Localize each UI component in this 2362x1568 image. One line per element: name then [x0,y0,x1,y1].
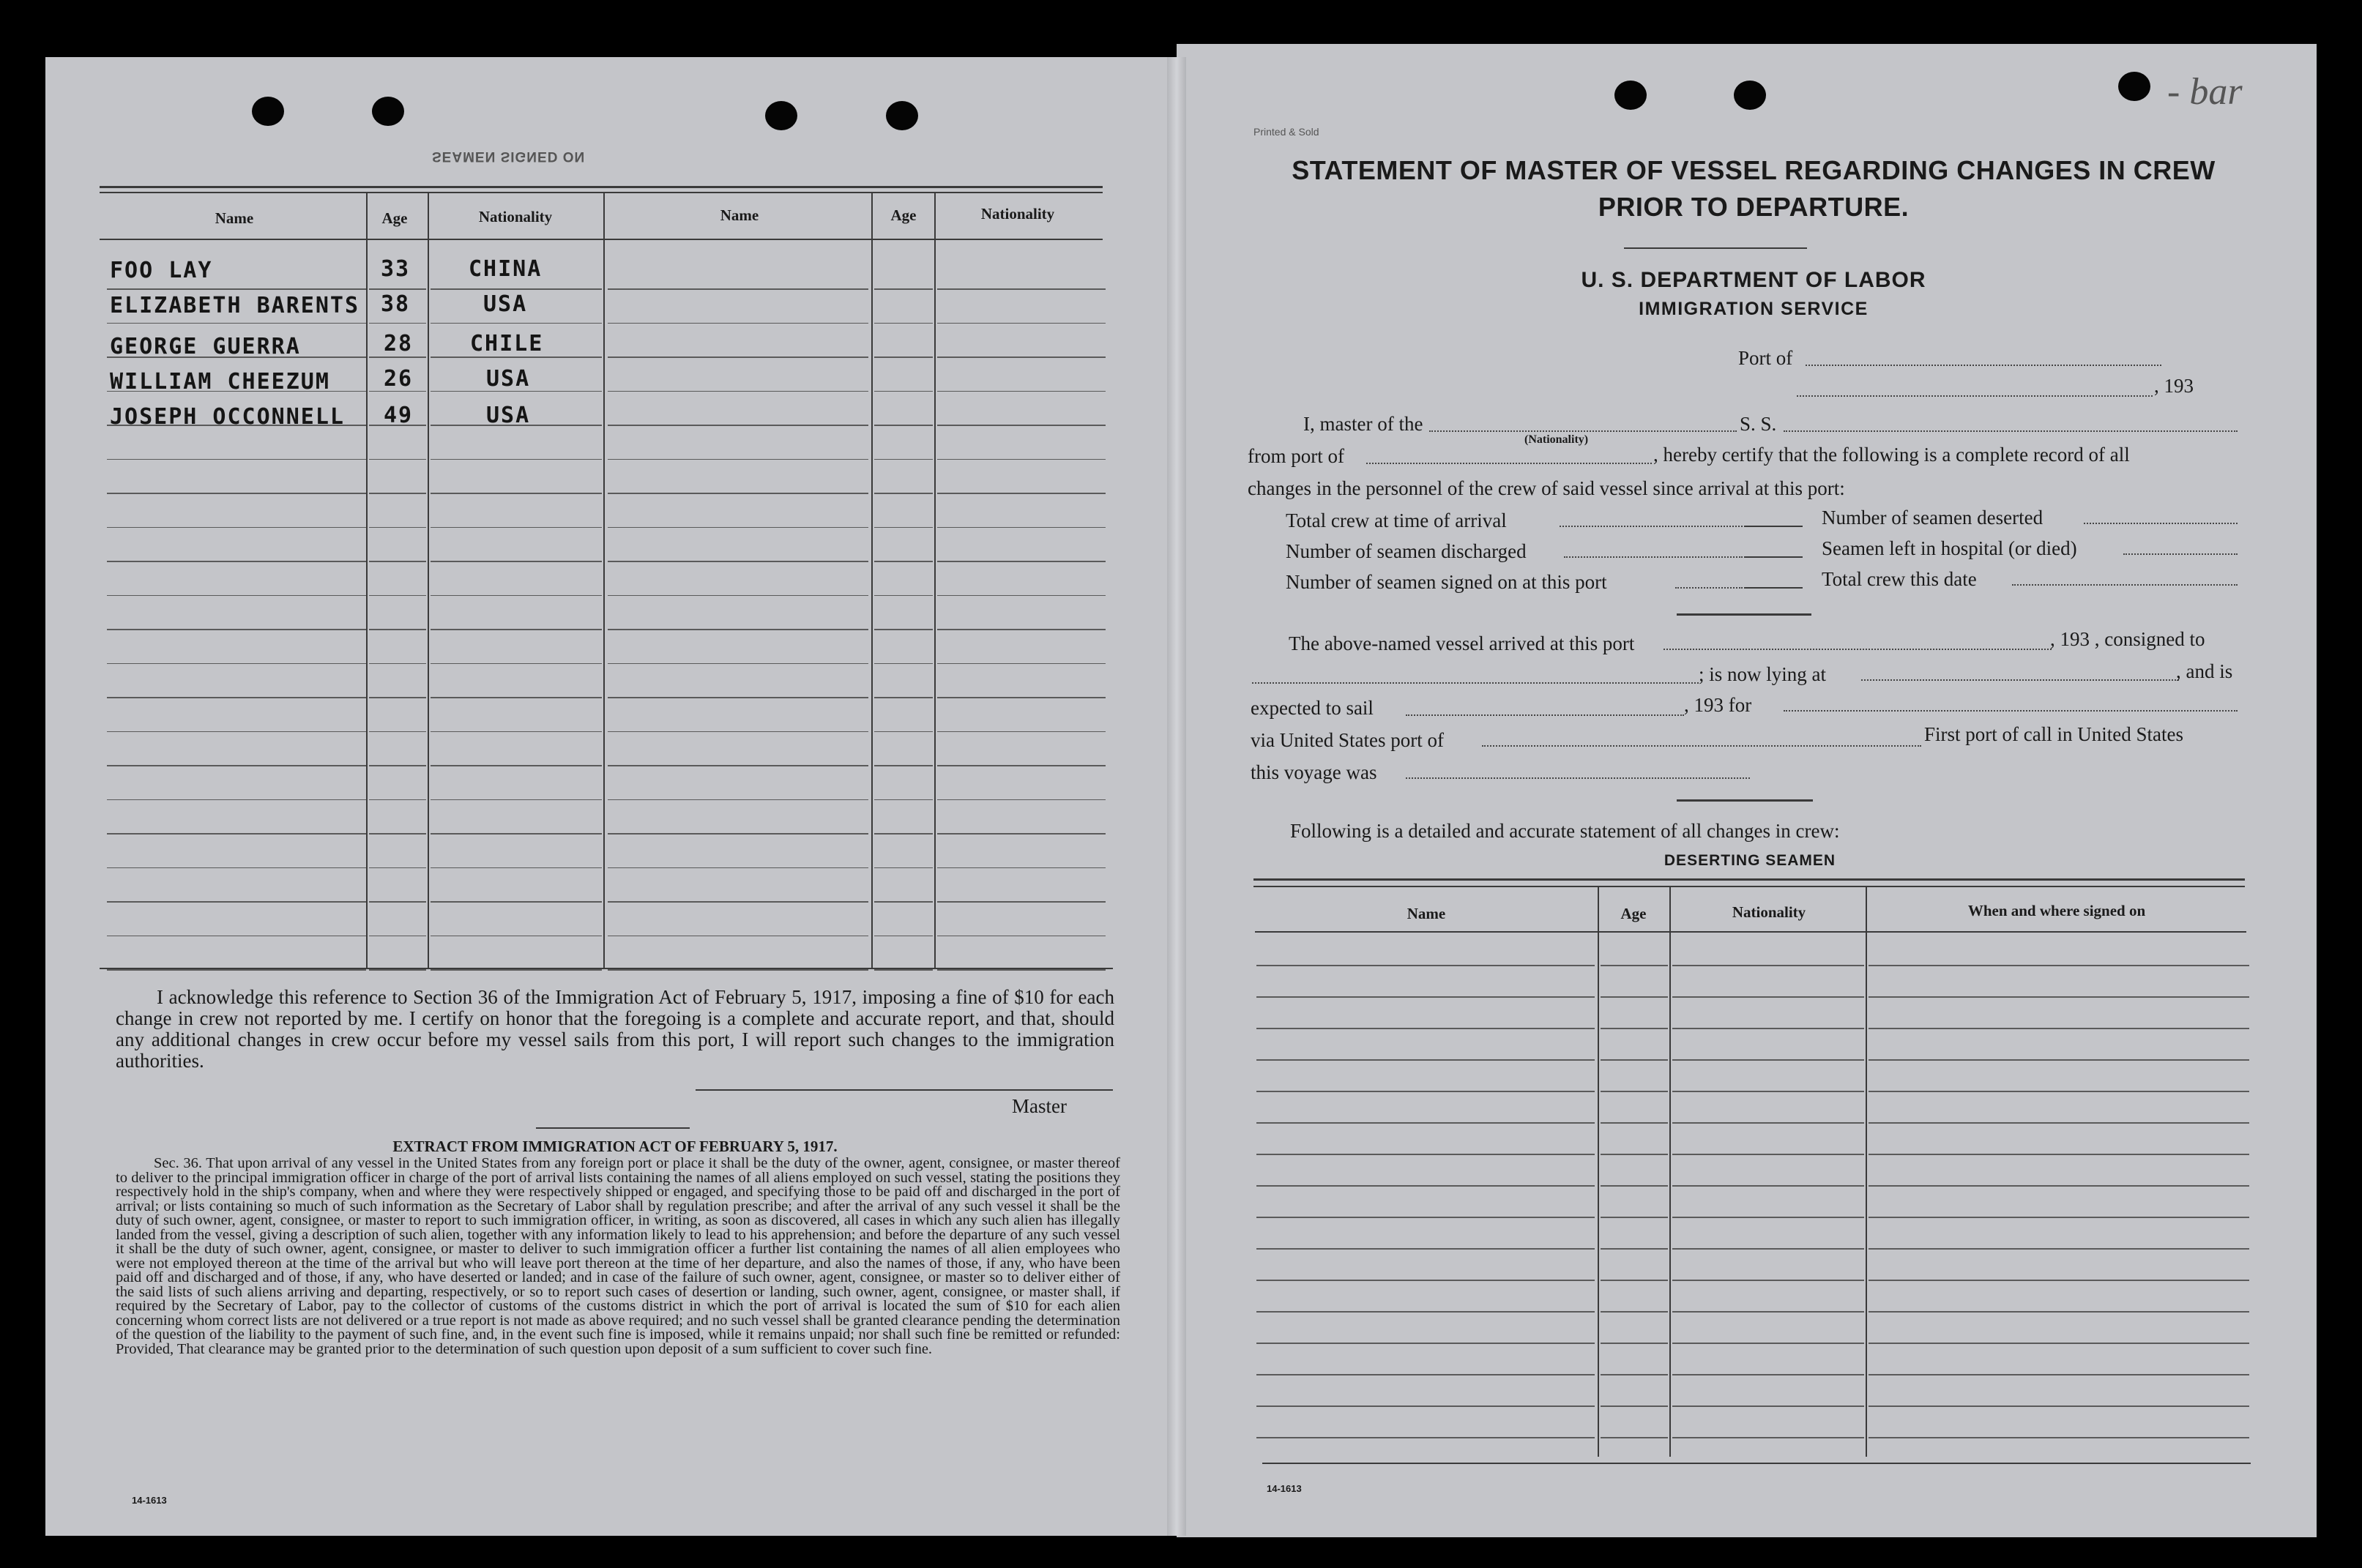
certify-text: , hereby certify that the following is a complete record of all [1653,444,2130,466]
desert-col-when-where: When and where signed on [1967,902,2146,919]
table-row-line [107,663,366,665]
table-row-line [369,288,426,290]
table-row-line [608,629,868,630]
table-row-line [1601,965,1668,966]
table-row-line [107,629,366,630]
table-row-line [1869,1437,2249,1438]
table-row-line [369,561,426,562]
consigned-label: , 193 , consigned to [2050,628,2205,650]
table-row-line [431,969,602,971]
table-row-line [431,527,602,529]
table-row-line [369,629,426,630]
table-row-line [874,799,933,801]
table-row-line [937,663,1106,665]
table-row-line [431,595,602,597]
from-port-label: from port of [1248,445,1344,467]
header-stamp: SEAMEN SIGNED ON [432,149,586,164]
desert-col-nationality: Nationality [1732,903,1806,921]
corner-note: - bar [2167,71,2243,113]
crew-nationality: USA [483,291,528,317]
table-row-line [1869,1185,2249,1187]
table-row-line [874,356,933,358]
table-row-line [937,459,1106,460]
table-row-line [1869,1374,2249,1375]
table-row-line [431,629,602,630]
table-row-line [369,867,426,869]
destination-field[interactable] [1784,710,2238,712]
table-row-line [1256,1059,1595,1061]
form-code: 14-1613 [132,1495,167,1506]
master-signature-line[interactable] [696,1089,1113,1091]
table-row-line [608,527,868,529]
table-row-line [107,936,366,937]
total-crew-label: Total crew at time of arrival [1286,509,1507,531]
total-today-field[interactable] [2012,584,2238,586]
table-row-line [431,288,602,290]
table-row-line [1869,1217,2249,1218]
table-row-line [1256,1405,1595,1407]
following-text: Following is a detailed and accurate statement of all changes in crew: [1290,820,1840,842]
table-row-line [431,663,602,665]
table-row-line [1869,1405,2249,1407]
table-row-line [937,425,1106,426]
desert-col-name: Name [1407,905,1446,922]
total-today-label: Total crew this date [1822,568,1977,590]
punch-hole [252,97,284,126]
table-row-line [937,493,1106,494]
table-row-line [107,595,366,597]
table-row-line [608,425,868,426]
date-field[interactable] [1797,395,2153,397]
total-crew-field[interactable] [1744,526,1803,527]
this-voyage-label: this voyage was [1251,761,1377,783]
table-row-line [874,697,933,698]
table-row-line [431,901,602,903]
table-row-line [1869,1122,2249,1124]
table-row-line [369,969,426,971]
table-row-line [1672,1059,1864,1061]
crew-nationality: CHILE [470,331,544,356]
table-row-line [1869,1311,2249,1313]
crew-age: 38 [381,291,411,317]
nationality-note: (Nationality) [1524,433,1589,446]
table-row-line [874,459,933,460]
table-row-line [608,697,868,698]
table-row-line [874,731,933,733]
crew-nationality: CHINA [469,256,543,282]
table-row-line [1672,1185,1864,1187]
table-row-line [1672,1437,1864,1438]
crew-name: FOO LAY [110,258,213,283]
punch-hole [1734,81,1766,110]
table-row-line [608,493,868,494]
table-row-line [1256,1311,1595,1313]
lying-at-field[interactable] [1861,679,2179,681]
year-label: , 193 [2154,375,2194,397]
table-row-line [608,936,868,937]
table-row-line [431,833,602,835]
table-row-line [937,901,1106,903]
table-row-line [874,901,933,903]
crew-nationality: USA [486,403,531,428]
table-row-line [937,799,1106,801]
table-row-line [1869,1280,2249,1281]
table-row-line [1601,1154,1668,1155]
table-row-line [1869,1248,2249,1250]
table-row-line [1256,1028,1595,1029]
deserting-title: DESERTING SEAMEN [1664,852,1836,869]
table-row-line [1672,1343,1864,1344]
table-row-line [369,459,426,460]
page-fold [1167,57,1186,1536]
table-row-line [369,595,426,597]
table-row-line [874,323,933,324]
deserted-label: Number of seamen deserted [1822,507,2044,529]
table-row-line [1869,1091,2249,1092]
consignee-field[interactable] [1252,682,1699,684]
extract-title: EXTRACT FROM IMMIGRATION ACT OF FEBRUARY 5, 1917. [392,1138,838,1155]
table-row-line [1601,1248,1668,1250]
hospital-label: Seamen left in hospital (or died) [1822,537,2077,559]
table-row-line [1672,1280,1864,1281]
table-row-line [107,765,366,766]
crew-name: ELIZABETH BARENTS [110,293,360,318]
crew-age: 26 [384,366,414,392]
table-row-line [874,493,933,494]
statement-title: STATEMENT OF MASTER OF VESSEL REGARDING CHANGES IN CREW [1292,155,2216,185]
table-row-line [431,731,602,733]
arrived-label: The above-named vessel arrived at this port [1289,632,1635,654]
table-row-line [1672,965,1864,966]
table-row-line [1601,1437,1668,1438]
table-row-line [874,867,933,869]
extract-text: Sec. 36. That upon arrival of any vessel in the United States from any foreign port or place it shall be the duty of the owner, agent, consignee, or master thereof to deliver to the principal immigration officer in charge of the port of arrival lists containing the names of all aliens employed on such vessel, stating the positions they respectively hold in the ship's company, when and where they were respectively shipped or engaged, and specifying those to be paid off and discharged in the port of arrival; or lists containing so much of such information as the Secretary of Labor shall by regulation prescribe; and after the arrival of any such vessel it shall be the duty of such owner, agent, consignee, or master to report to such immigration officer, in writing, as soon as discovered, all cases in which any such alien has illegally landed from the vessel, giving a description of such alien, together with any information likely to lead to his apprehension; and before the departure of any such vessel it shall be the duty of such owner, agent, consignee, or master to deliver to such immigration officer a further list containing the names of all alien employees who were not employed thereon at the time of the arrival but who will leave port thereon at the time of her departure, and also the names of those, if any, who have been paid off and discharged and of those, if any, who have deserted or landed; and in case of the failure of such owner, agent, consignee, or master so to deliver either of the said lists of such aliens arriving and departing, respectively, or so to report such cases of desertion or landing, such owner, agent, consignee, or master shall, if required by the Secretary of Labor, pay to the collector of customs of the customs district in which the port of arrival is located the sum of $10 for each alien concerning whom correct lists are not delivered or a true report is not made as above required; and no such vessel shall be granted clearance pending the determination of the question of the liability to the payment of such fine, and, in the event such fine is imposed, while it remains unpaid; nor shall such fine be remitted or refunded: Provided, That clearance may be granted prior to the determination of such question upon deposit of a sum sufficient to cover such fine. [116,1155,1120,1357]
table-row-line [107,527,366,529]
ss-label: S. S. [1740,413,1777,435]
desert-col-age: Age [1620,905,1647,922]
master-label: Master [1012,1095,1067,1117]
table-row-line [1256,1437,1595,1438]
discharged-label: Number of seamen discharged [1286,540,1527,562]
expected-label: expected to sail [1251,697,1374,719]
table-row-line [369,833,426,835]
port-of-label: Port of [1738,347,1793,369]
table-row-line [608,765,868,766]
crew-name: WILLIAM CHEEZUM [110,369,330,395]
table-row-line [1256,965,1595,966]
table-row-line [874,527,933,529]
master-of-label: I, master of the [1303,413,1423,435]
table-row-line [1601,1028,1668,1029]
table-row-line [1256,1280,1595,1281]
table-row-line [1601,1280,1668,1281]
table-row-line [608,459,868,460]
table-row-line [874,561,933,562]
table-row-line [1256,1122,1595,1124]
table-row-line [937,391,1106,392]
table-row-line [369,493,426,494]
table-row-line [1256,996,1595,998]
table-row-line [107,901,366,903]
changes-text: changes in the personnel of the crew of said vessel since arrival at this port: [1248,477,1845,499]
table-row-line [431,356,602,358]
table-row-line [369,731,426,733]
table-row-line [1256,1154,1595,1155]
table-row-line [1256,1343,1595,1344]
table-row-line [874,595,933,597]
table-row-line [608,356,868,358]
table-row-line [1601,1091,1668,1092]
table-row-line [431,493,602,494]
and-is-label: , and is [2176,660,2233,682]
table-row-line [937,731,1106,733]
table-row-line [107,731,366,733]
department: U. S. DEPARTMENT OF LABOR [1581,268,1926,292]
table-row-line [431,459,602,460]
table-row-line [937,629,1106,630]
col-nationality-2: Nationality [980,205,1055,223]
table-row-line [937,969,1106,971]
table-row-line [431,697,602,698]
table-row-line [608,561,868,562]
table-row-line [107,561,366,562]
table-row-line [608,323,868,324]
table-row-line [608,969,868,971]
table-row-line [874,629,933,630]
signed-on-field[interactable] [1744,587,1803,589]
table-row-line [608,901,868,903]
table-row-line [369,356,426,358]
table-row-line [107,969,366,971]
table-row-line [1256,1374,1595,1375]
table-row-line [1256,1185,1595,1187]
table-row-line [1601,1122,1668,1124]
table-row-line [369,697,426,698]
table-row-line [107,697,366,698]
table-row-line [1672,1311,1864,1313]
port-of-field[interactable] [1806,365,2161,366]
table-row-line [608,867,868,869]
table-row-line [937,697,1106,698]
table-row-line [369,323,426,324]
statement-title-2: PRIOR TO DEPARTURE. [1598,192,1910,222]
table-row-line [937,595,1106,597]
table-row-line [1672,1248,1864,1250]
table-row-line [874,936,933,937]
table-row-line [1601,1217,1668,1218]
table-row-line [1869,996,2249,998]
table-row-line [369,765,426,766]
table-row-line [107,493,366,494]
table-row-line [874,425,933,426]
table-row-line [1256,1248,1595,1250]
table-row-line [431,765,602,766]
table-row-line [1601,996,1668,998]
for-193-label: , 193 for [1684,694,1752,716]
table-row-line [608,799,868,801]
table-row-line [1869,1059,2249,1061]
table-row-line [1601,1311,1668,1313]
table-row-line [608,288,868,290]
col-name-2: Name [720,206,759,224]
table-row-line [431,323,602,324]
table-row-line [608,731,868,733]
table-row-line [1672,1217,1864,1218]
table-row-line [937,356,1106,358]
table-row-line [608,391,868,392]
vessel-nationality-field[interactable] [1429,430,1737,432]
table-row-line [1256,1091,1595,1092]
table-row-line [937,288,1106,290]
table-row-line [1672,996,1864,998]
punch-hole [2118,72,2150,101]
punch-hole [1614,81,1647,110]
table-row-line [431,936,602,937]
table-row-line [1672,1154,1864,1155]
table-row-line [431,561,602,562]
acknowledgment-text: I acknowledge this reference to Section 36 of the Immigration Act of February 5, 1917, imposing a fine of $10 for each change in crew not reported by me. I certify on honor that the foregoing is a complete and accurate report, and that, should any additional changes in crew occur before my vessel sails from this port, I will report such changes to the immigration authorities. [116,986,1114,1072]
table-row-line [874,765,933,766]
table-row-line [369,527,426,529]
table-row-line [431,867,602,869]
table-row-line [369,936,426,937]
crew-age: 28 [384,331,414,356]
table-row-line [937,323,1106,324]
table-row-line [937,833,1106,835]
table-row-line [1601,1343,1668,1344]
punch-hole [372,97,404,126]
signed-on-label: Number of seamen signed on at this port [1286,571,1607,593]
table-row-line [1672,1405,1864,1407]
table-row-line [937,936,1106,937]
punch-hole [765,101,797,130]
crew-nationality: USA [486,366,531,392]
vessel-name-field[interactable] [1784,430,2238,432]
sail-date-field[interactable] [1406,714,1684,716]
table-row-line [1601,1405,1668,1407]
discharged-field[interactable] [1744,556,1803,558]
table-row-line [874,288,933,290]
table-row-line [874,663,933,665]
table-row-line [937,561,1106,562]
service: IMMIGRATION SERVICE [1639,299,1869,319]
crew-name: GEORGE GUERRA [110,334,301,359]
arrival-date-field[interactable] [1664,649,2052,650]
form-code-right: 14-1613 [1267,1483,1302,1494]
table-row-line [1869,965,2249,966]
table-row-line [874,391,933,392]
table-row-line [107,833,366,835]
table-row-line [1672,1091,1864,1092]
table-row-line [369,663,426,665]
table-row-line [608,833,868,835]
crew-name: JOSEPH OCCONNELL [110,404,345,430]
table-row-line [107,459,366,460]
table-row-line [431,799,602,801]
table-row-line [1601,1374,1668,1375]
deserted-field[interactable] [2084,523,2238,524]
via-port-label: via United States port of [1251,729,1444,751]
table-row-line [369,799,426,801]
punch-hole [886,101,918,130]
hospital-field[interactable] [2123,553,2238,555]
table-row-line [1672,1028,1864,1029]
col-nationality: Nationality [478,208,553,225]
table-row-line [874,833,933,835]
table-row-line [1601,1185,1668,1187]
printer-note: Printed & Sold [1253,126,1319,138]
via-port-field[interactable] [1482,745,1921,747]
table-row-line [1869,1154,2249,1155]
table-row-line [1869,1028,2249,1029]
table-row-line [937,527,1106,529]
table-row-line [937,765,1106,766]
table-row-line [369,901,426,903]
table-row-line [874,969,933,971]
table-row-line [107,799,366,801]
table-row-line [107,867,366,869]
table-row-line [937,867,1106,869]
table-row-line [1256,1217,1595,1218]
table-row-line [1672,1122,1864,1124]
table-row-line [1601,1059,1668,1061]
table-row-line [608,595,868,597]
table-row-line [1869,1343,2249,1344]
first-port-label: First port of call in United States [1924,723,2183,745]
voyage-field[interactable] [1406,777,1750,779]
crew-age: 33 [381,256,411,282]
table-row-line [608,663,868,665]
table-row-line [1672,1374,1864,1375]
col-age-2: Age [890,206,917,224]
table-row-line [107,288,366,290]
table-row-line [107,323,366,324]
crew-age: 49 [384,403,414,428]
from-port-field[interactable] [1366,463,1652,464]
table-top-rule [100,186,1103,188]
col-name: Name [215,209,254,227]
lying-at-label: ; is now lying at [1699,663,1826,685]
col-age: Age [381,209,408,227]
table-bottom-rule [100,968,1113,969]
